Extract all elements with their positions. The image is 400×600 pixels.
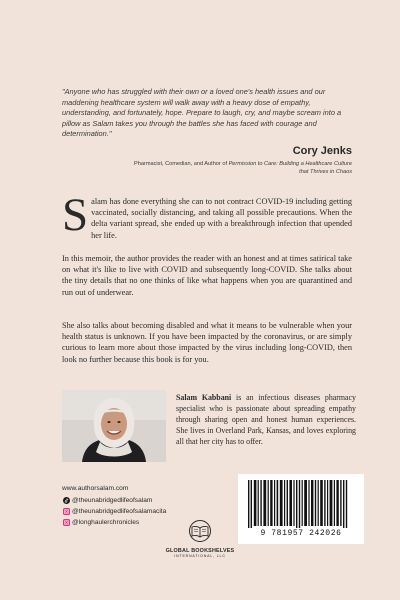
author-portrait-image bbox=[62, 390, 166, 462]
publisher-subtitle: INTERNATIONAL, LLC bbox=[174, 554, 226, 558]
isbn-barcode bbox=[238, 474, 364, 544]
instagram-icon bbox=[63, 519, 70, 526]
description-paragraph-2: In this memoir, the author provides the reader with an honest and at times satirical take on what it's like to live with COVID and subsequently long-COVID. She talks about the tiny details that no one thinks of like what happens when you are quarantined and run out of underwear. bbox=[62, 254, 352, 297]
endorser-role: Pharmacist, Comedian, and Author of bbox=[134, 161, 229, 167]
tiktok-link[interactable] bbox=[62, 494, 242, 505]
description-paragraph-1 bbox=[62, 189, 352, 241]
book-logo-icon bbox=[187, 520, 213, 542]
instagram-link-1[interactable] bbox=[62, 506, 242, 517]
barcode-bars bbox=[238, 474, 364, 528]
author-bio bbox=[176, 393, 356, 448]
instagram-handle-1: @theunabridgedlifeofsalamacita bbox=[72, 507, 167, 515]
website-link[interactable] bbox=[62, 483, 242, 494]
isbn-number: 9 781957 242026 bbox=[260, 529, 342, 538]
endorser-name: Cory Jenks bbox=[292, 145, 352, 157]
publisher-logo bbox=[156, 520, 244, 558]
website-text: www.authorsalam.com bbox=[62, 485, 129, 493]
instagram-icon bbox=[63, 508, 70, 515]
author-name: Salam Kabbani bbox=[176, 393, 232, 402]
endorser-title bbox=[132, 161, 352, 176]
drop-cap: S bbox=[62, 189, 89, 241]
endorsement-quote: "Anyone who has struggled with their own or a loved one's health issues and our maddening healthcare system will walk away with a heavy dose of empathy, understanding, and fortunately, hope. Prepare to laugh, cry, and maybe scream into a pillow as Salam takes you through the battles she has faced with courage and determination." bbox=[62, 87, 342, 139]
endorser-book-title: Permission to Care: Building a Healthcare Culture that Thrives in Chaos bbox=[228, 161, 352, 175]
author-photo bbox=[62, 390, 166, 462]
publisher-name: GLOBAL BOOKSHELVES bbox=[165, 548, 235, 554]
instagram-handle-2: @longhaulerchronicles bbox=[72, 519, 140, 527]
description-paragraph-3: She also talks about becoming disabled and what it means to be vulnerable when your health status is unknown. If you have been impacted by the coronavirus, or are simply curious to learn more about those impacted by the virus including long-COVID, then look no further because this book is for you. bbox=[62, 321, 352, 364]
tiktok-handle: @theunabridgedlifeofsalam bbox=[72, 496, 153, 504]
description-paragraph-1-text: alam has done everything she can to not contract COVID-19 including getting vaccinated, socially distancing, and taking all possible precautions. When the delta variant spread, she ended up with a breakthrough infection that upended her life. bbox=[91, 197, 352, 240]
author-bio-text: is an infectious diseases pharmacy specialist who is passionate about spreading empathy through sharing open and honest human experiences. She lives in Overland Park, Kansas, and loves exploring all that her city has to offer. bbox=[176, 393, 357, 446]
tiktok-icon bbox=[63, 497, 70, 504]
